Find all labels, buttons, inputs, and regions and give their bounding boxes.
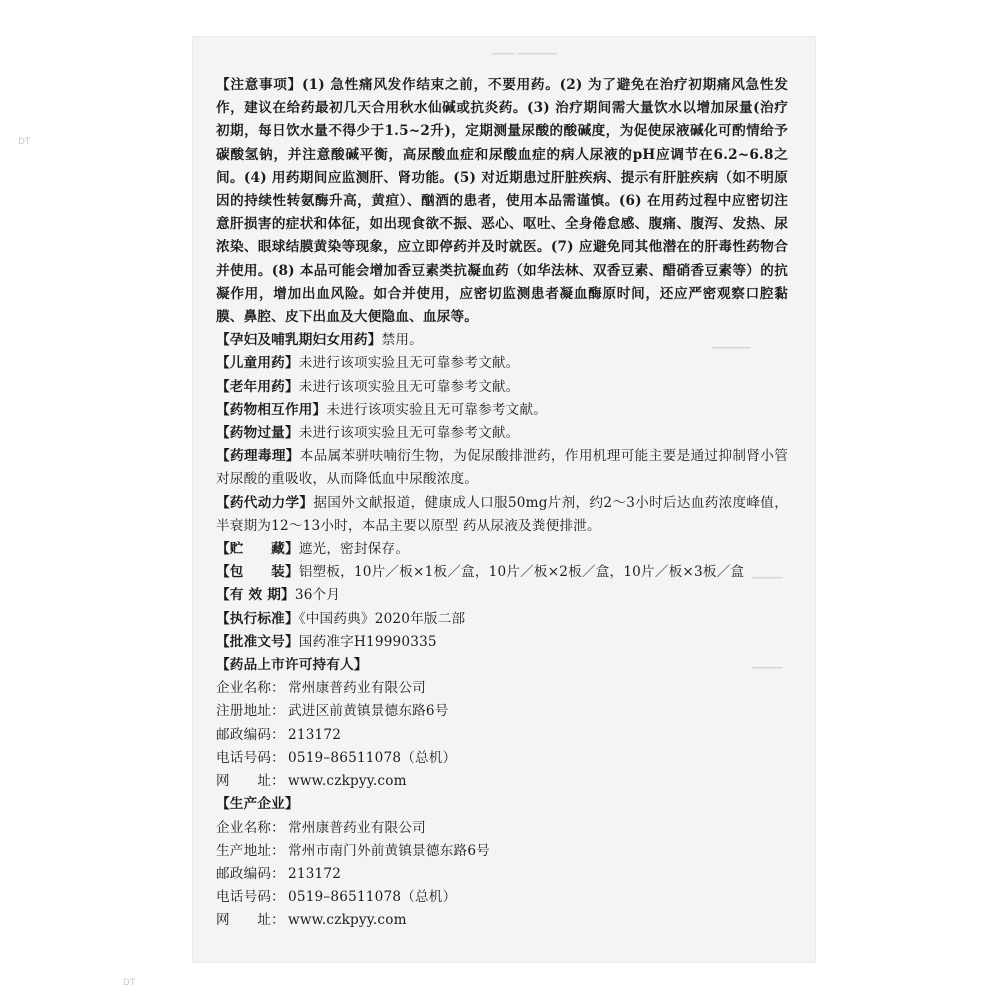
precautions-section: [216, 74, 788, 329]
section-storage: [216, 538, 788, 561]
drug-leaflet: [192, 36, 816, 963]
field-key: 电话号码：: [216, 889, 285, 906]
section-text: 遮光，密封保存。: [298, 541, 410, 558]
field-key: 企业名称：: [216, 680, 285, 697]
section-text: 禁用。: [381, 332, 423, 349]
section-text: 本品属苯骈呋喃衍生物，为促尿酸排泄药，作用机理可能主要是通过抑制肾小管对尿酸的重吸收，从而降低血中尿酸浓度。: [216, 448, 788, 488]
section-label: 【执行标准】: [216, 610, 299, 627]
field-key: 网 址：: [216, 912, 285, 929]
field-key: 注册地址：: [216, 703, 285, 720]
field-value: 武进区前黄镇景德东路6号: [288, 703, 449, 720]
section-geriatric: [216, 376, 788, 399]
section-text: 《中国药典》2020年版二部: [298, 610, 466, 627]
holder-postcode-row: [216, 724, 788, 747]
manufacturer-postcode-row: [216, 863, 788, 886]
section-standard: [216, 608, 788, 631]
show-through-mark: ▁▁▁▁▁: [712, 338, 751, 349]
section-label: 【药物过量】: [216, 425, 299, 442]
section-text: 铝塑板，10片／板×1板／盒，10片／板×2板／盒，10片／板×3板／盒: [298, 564, 745, 581]
section-text: 未进行该项实验且无可靠参考文献。: [326, 401, 548, 418]
field-value: 常州市南门外前黄镇景德东路6号: [288, 842, 490, 859]
holder-phone-row: [216, 747, 788, 770]
field-value: 常州康普药业有限公司: [288, 819, 426, 836]
holder-heading: 【药品上市许可持有人】: [216, 657, 368, 674]
field-key: 邮政编码：: [216, 865, 285, 882]
field-key: 企业名称：: [216, 819, 285, 836]
field-value: www.czkpyy.com: [288, 912, 407, 929]
manufacturer-heading: 【生产企业】: [216, 796, 299, 813]
section-overdose: [216, 422, 788, 445]
holder-address-row: [216, 700, 788, 723]
watermark: DT: [123, 978, 136, 988]
show-through-mark: ▁▁▁ ▁▁▁▁▁: [492, 44, 557, 55]
section-pharmacology: [216, 445, 788, 491]
section-text: 未进行该项实验且无可靠参考文献。: [298, 378, 520, 395]
leaflet-body: [216, 74, 788, 933]
section-label: 【儿童用药】: [216, 355, 299, 372]
section-interactions: [216, 399, 788, 422]
section-text: 国药准字H19990335: [298, 633, 437, 650]
section-text: 未进行该项实验且无可靠参考文献。: [298, 425, 520, 442]
field-value: 常州康普药业有限公司: [288, 680, 426, 697]
manufacturer-website-row: [216, 909, 788, 932]
manufacturer-company-row: [216, 817, 788, 840]
section-label: 【有 效 期】: [216, 587, 295, 604]
section-text: 未进行该项实验且无可靠参考文献。: [298, 355, 520, 372]
field-key: 邮政编码：: [216, 726, 285, 743]
field-value: 213172: [288, 865, 342, 882]
section-label: 【药代动力学】: [216, 494, 314, 511]
section-label: 【药物相互作用】: [216, 401, 327, 418]
holder-website-row: [216, 770, 788, 793]
holder-company-row: [216, 677, 788, 700]
manufacturer-address-row: [216, 840, 788, 863]
section-approval-number: [216, 631, 788, 654]
field-value: 0519–86511078（总机）: [288, 749, 457, 766]
section-label: 【注意事项】: [216, 77, 302, 93]
section-text: 36个月: [294, 587, 341, 604]
field-value: 213172: [288, 726, 342, 743]
section-pregnancy: [216, 329, 788, 352]
section-label: 【包 装】: [216, 564, 299, 581]
field-value: www.czkpyy.com: [288, 773, 407, 790]
field-key: 生产地址：: [216, 842, 285, 859]
field-key: 电话号码：: [216, 749, 285, 766]
section-label: 【孕妇及哺乳期妇女用药】: [216, 332, 382, 349]
watermark: DT: [18, 137, 31, 147]
section-label: 【批准文号】: [216, 633, 299, 650]
section-pediatric: [216, 352, 788, 375]
section-pharmacokinetics: [216, 492, 788, 538]
field-key: 网 址：: [216, 773, 285, 790]
show-through-mark: ▁▁▁▁: [752, 658, 783, 669]
section-text: (1) 急性痛风发作结束之前，不要用药。(2) 为了避免在治疗初期痛风急性发作，建议在给药最初几天合用秋水仙碱或抗炎药。(3) 治疗期间需大量饮水以增加尿量(治疗初期，每日饮水量不得少于1.5~2升)，定期测量尿酸的酸碱度，为促使尿液碱化可酌情给予碳酸氢钠，并注意酸碱平衡，高尿酸血症和尿酸血症的病人尿液的pH应调节在6.2~6.8之间。(4) 用药期间应监测肝、肾功能。(5) 对近期患过肝脏疾病、提示有肝脏疾病（如不明原因的持续性转氨酶升高，黄疸）、酗酒的患者，使用本品需谨慎。(6) 在用药过程中应密切注意肝损害的症状和体征，如出现食欲不振、恶心、呕吐、全身倦怠感、腹痛、腹泻、发热、尿浓染、眼球结膜黄染等现象，应立即停药并及时就医。(7) 应避免同其他潜在的肝毒性药物合并使用。(8) 本品可能会增加香豆素类抗凝血药（如华法林、双香豆素、醋硝香豆素等）的抗凝作用，增加出血风险。如合并使用，应密切监测患者凝血酶原时间，还应严密观察口腔黏膜、鼻腔、皮下出血及大便隐血、血尿等。: [216, 77, 788, 326]
field-value: 0519–86511078（总机）: [288, 889, 457, 906]
section-packaging: [216, 561, 788, 584]
show-through-mark: ▁▁▁▁: [752, 568, 783, 579]
section-label: 【药理毒理】: [216, 448, 300, 465]
section-shelf-life: [216, 584, 788, 607]
section-label: 【贮 藏】: [216, 541, 299, 558]
section-text: 据国外文献报道，健康成人口服50mg片剂，约2～3小时后达血药浓度峰值，半衰期为12～13小时，本品主要以原型 药从尿液及粪便排泄。: [216, 494, 788, 534]
section-label: 【老年用药】: [216, 378, 299, 395]
manufacturer-phone-row: [216, 886, 788, 909]
